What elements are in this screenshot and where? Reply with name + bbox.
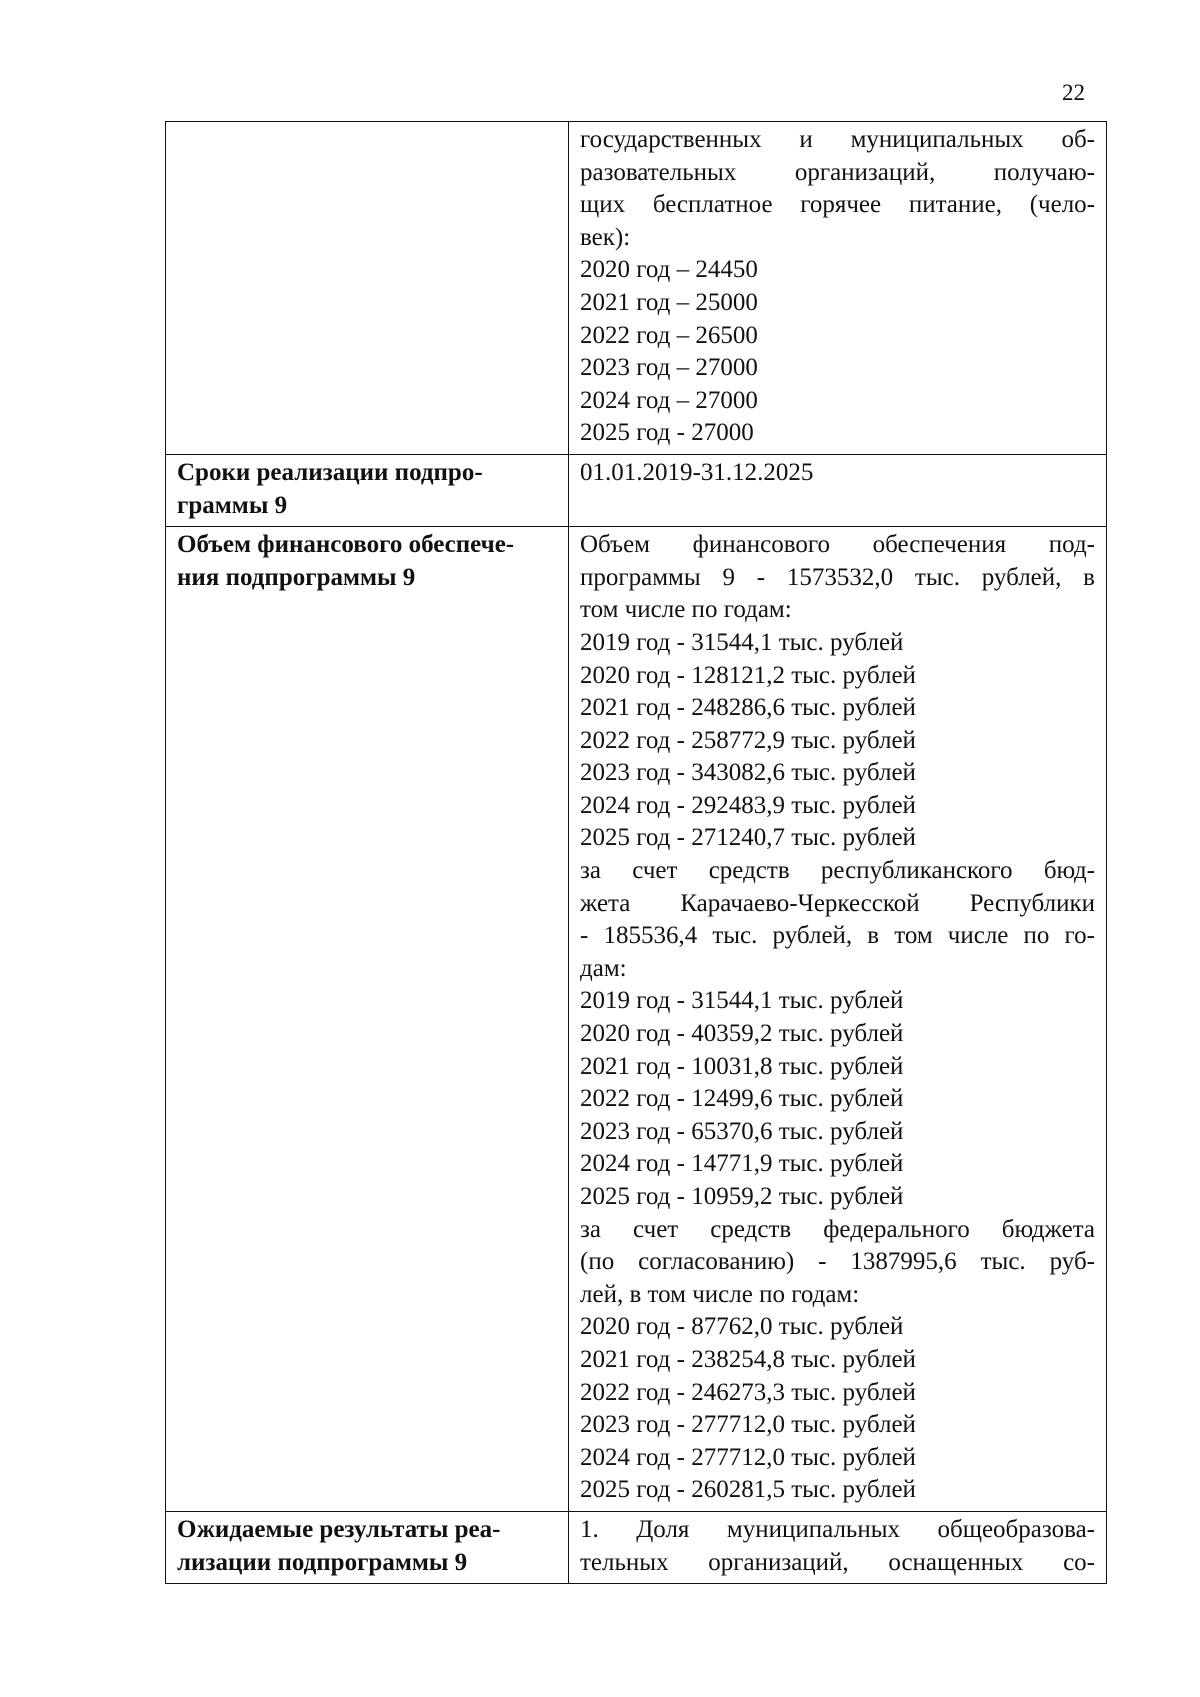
table-body <box>166 122 1107 1584</box>
value-line: 2022 год - 258772,9 тыс. рублей <box>580 726 916 754</box>
value-line: 2022 год - 12499,6 тыс. рублей <box>580 1085 904 1113</box>
page-number: 22 <box>1062 80 1085 105</box>
row-value-cell <box>569 454 1107 526</box>
value-line: том числе по годам: <box>580 596 792 624</box>
value-line: век): <box>580 223 631 251</box>
value-line: щих бесплатное горячее питание, (чело- <box>580 191 1095 219</box>
value-line: государственных и муниципальных об- <box>580 126 1095 153</box>
value-line: 2025 год - 260281,5 тыс. рублей <box>580 1476 916 1504</box>
value-line: за счет средств республиканского бюд- <box>580 857 1095 885</box>
value-line: 2020 год - 87762,0 тыс. рублей <box>580 1313 904 1341</box>
label-line: ния подпрограммы 9 <box>177 563 416 591</box>
value-line: 01.01.2019-31.12.2025 <box>580 458 814 486</box>
value-line: 2024 год - 292483,9 тыс. рублей <box>580 791 916 819</box>
value-line: жета Карачаево-Черкесской Республики <box>580 889 1095 917</box>
table-row <box>166 454 1107 526</box>
value-line: 2021 год - 238254,8 тыс. рублей <box>580 1345 916 1373</box>
value-line: 2025 год - 27000 <box>580 419 754 447</box>
value-line: 2023 год - 343082,6 тыс. рублей <box>580 759 916 787</box>
value-line: 2020 год – 24450 <box>580 256 758 284</box>
value-line: (по согласованию) - 1387995,6 тыс. руб- <box>580 1248 1095 1276</box>
label-line: граммы 9 <box>177 491 288 519</box>
label-line: Ожидаемые результаты реа- <box>177 1515 501 1543</box>
value-line: 2024 год - 14771,9 тыс. рублей <box>580 1150 904 1178</box>
value-line: 2020 год - 128121,2 тыс. рублей <box>580 661 916 689</box>
label-line: лизации подпрограммы 9 <box>177 1548 468 1576</box>
value-line: 2021 год - 248286,6 тыс. рублей <box>580 694 916 722</box>
label-line: Объем финансового обеспече- <box>177 531 515 559</box>
value-line: программы 9 - 1573532,0 тыс. рублей, в <box>580 563 1095 591</box>
value-line: 2019 год - 31544,1 тыс. рублей <box>580 628 904 656</box>
value-line: разовательных организаций, получаю- <box>580 158 1095 186</box>
value-line: 2019 год - 31544,1 тыс. рублей <box>580 987 904 1015</box>
row-label-cell <box>166 527 569 1512</box>
value-line: 2023 год - 65370,6 тыс. рублей <box>580 1117 904 1145</box>
value-line: 2025 год - 271240,7 тыс. рублей <box>580 824 916 852</box>
value-line: - 185536,4 тыс. рублей, в том числе по го- <box>580 922 1095 950</box>
row-value-cell <box>569 527 1107 1512</box>
table-row <box>166 122 1107 455</box>
row-value-cell <box>569 1511 1107 1583</box>
value-line: за счет средств федерального бюджета <box>580 1215 1095 1243</box>
label-line: Сроки реализации подпро- <box>177 458 483 486</box>
table-row <box>166 527 1107 1512</box>
value-line: 2024 год – 27000 <box>580 386 758 414</box>
value-line: Объем финансового обеспечения под- <box>580 531 1095 559</box>
subprogram-passport-table <box>165 121 1107 1584</box>
row-label-cell <box>166 122 569 455</box>
row-label-cell <box>166 1511 569 1583</box>
value-line: 2022 год – 26500 <box>580 321 758 349</box>
value-line: 2023 год – 27000 <box>580 354 758 382</box>
value-line: 2021 год - 10031,8 тыс. рублей <box>580 1052 904 1080</box>
value-line: 2025 год - 10959,2 тыс. рублей <box>580 1183 904 1210</box>
value-line: 2024 год - 277712,0 тыс. рублей <box>580 1443 916 1471</box>
value-line: 2020 год - 40359,2 тыс. рублей <box>580 1020 904 1048</box>
value-line: дам: <box>580 954 627 982</box>
table-row <box>166 1511 1107 1583</box>
value-line: лей, в том числе по годам: <box>580 1280 860 1308</box>
value-line: 2021 год – 25000 <box>580 288 758 316</box>
row-label-cell <box>166 454 569 526</box>
row-value-cell <box>569 122 1107 455</box>
value-line: 2022 год - 246273,3 тыс. рублей <box>580 1378 916 1406</box>
value-line: тельных организаций, оснащенных со- <box>580 1548 1095 1576</box>
value-line: 2023 год - 277712,0 тыс. рублей <box>580 1411 916 1439</box>
value-line: 1. Доля муниципальных общеобразова- <box>580 1515 1095 1543</box>
